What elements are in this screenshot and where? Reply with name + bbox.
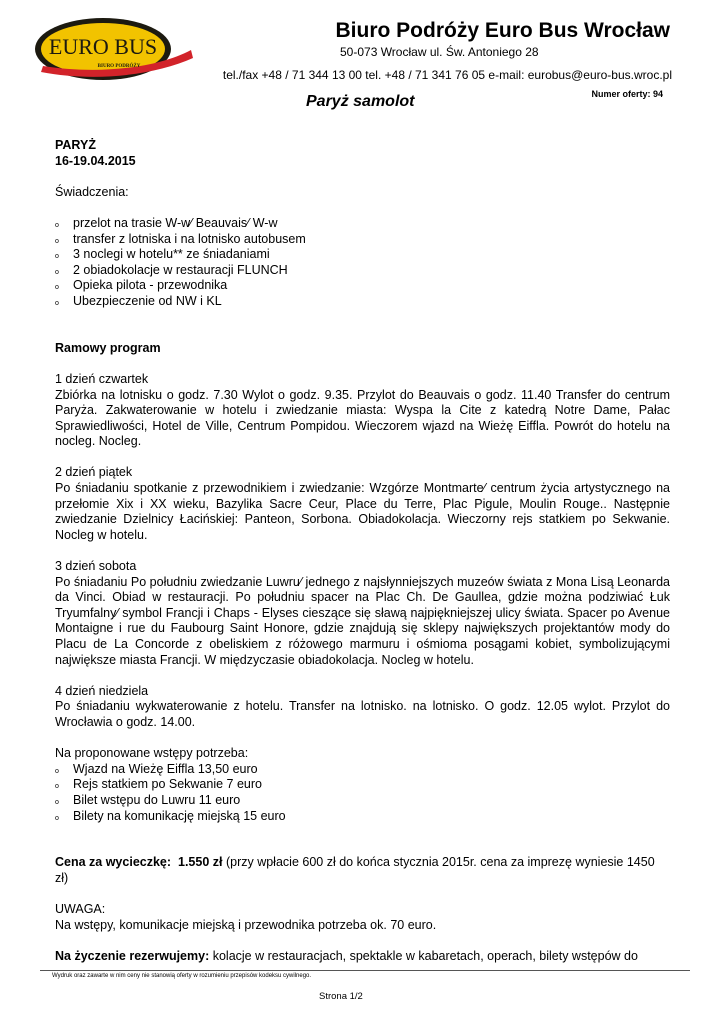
company-contact: tel./fax +48 / 71 344 13 00 tel. +48 / 71 341 76 05 e-mail: eurobus@euro-bus.wroc.pl [222, 68, 672, 82]
notice-heading: UWAGA: [55, 902, 106, 917]
notice-text: Na wstępy, komunikacje miejską i przewodnika potrzeba ok. 70 euro. [55, 917, 437, 932]
offer-number: Numer oferty: 94 [591, 89, 663, 99]
list-item: o Rejs statkiem po Sekwanie 7 euro [55, 777, 670, 793]
list-item: o 2 obiadokolacje w restauracji FLUNCH [55, 263, 670, 279]
euro-bus-logo [33, 14, 195, 88]
tickets-list [55, 762, 670, 824]
page-number: Strona 1/2 [319, 991, 363, 1002]
day-description: Po śniadaniu Po południu zwiedzanie Luwru⁄ jednego z najsłynniejszych muzeów świata z Mona Lisą Leonarda da Vinci. Obiad w restauracji. Po południu spacer na Plac Ch. De Gaullea, gdzie można podziwiać Łuk Tryumfalny⁄ symbol Francji i Chaps - Elyses cieszące się sławą najpiękniejszej ulicy świata. Spacer po Avenue Montaigne i rue du Faubourg Saint Honore, gdzie znajdują się sklepy największych projektantów mody do Placu de La Concorde z obeliskiem z różowego marmuru i ośmioma posągami kobiet, symbolizującymi największe miasta Francji. W międzyczasie obiadokolacja. Nocleg w hotelu. [55, 574, 670, 667]
tickets-heading: Na proponowane wstępy potrzeba: [55, 746, 249, 761]
logo-text: EURO BUS [48, 34, 158, 59]
company-name: Biuro Podróży Euro Bus Wrocław [335, 19, 670, 42]
day-title: 1 dzień czwartek [55, 371, 149, 386]
services-heading: Świadczenia: [55, 184, 129, 199]
day-description: Po śniadaniu wykwaterowanie z hotelu. Transfer na lotnisko. na lotnisko. O godz. 12.05 wylot. Przylot do Wrocławia o godz. 14.00. [55, 699, 670, 729]
trip-dates: 16-19.04.2015 [55, 153, 136, 168]
list-item: o Wjazd na Wieżę Eiffla 13,50 euro [55, 762, 670, 778]
price-label: Cena za wycieczkę: [55, 855, 172, 870]
footer-disclaimer: Wydruk oraz zawarte w nim ceny nie stanowią oferty w rozumieniu przepisów kodeksu cywilnego. [52, 973, 312, 979]
on-request-label: Na życzenie rezerwujemy: [55, 948, 210, 963]
day-title: 3 dzień sobota [55, 559, 137, 574]
list-item: o transfer z lotniska i na lotnisko autobusem [55, 232, 670, 248]
company-address: 50-073 Wrocław ul. Św. Antoniego 28 [340, 45, 539, 59]
price-line [55, 855, 670, 886]
day-description: Po śniadaniu spotkanie z przewodnikiem i zwiedzanie: Wzgórze Montmarte⁄ centrum życia artystycznego na przełomie Xix i XX wieku, Bazylika Sacre Ceur, Place du Terre, Plac Pigule, Moulin Rouge.. Następnie zwiedzanie Dzielnicy Łacińskiej: Panteon, Sorbona. Obiadokolacja. Wieczorny rejs statkiem po Sekwanie. Nocleg w hotelu. [55, 481, 670, 542]
list-item: o 3 noclegi w hotelu** ze śniadaniami [55, 247, 670, 263]
price-gap [171, 855, 178, 869]
price-value: 1.550 zł [178, 855, 223, 870]
trip-destination: PARYŻ [55, 138, 96, 152]
day-title: 2 dzień piątek [55, 465, 133, 480]
on-request-text: kolacje w restauracjach, spektakle w kabaretach, operach, bilety wstępów do [209, 948, 638, 963]
on-request-line [55, 949, 670, 965]
day-title: 4 dzień niedziela [55, 683, 149, 698]
program-heading: Ramowy program [55, 340, 161, 355]
list-item: o przelot na trasie W-w⁄ Beauvais⁄ W-w [55, 216, 670, 232]
day-description: Zbiórka na lotnisku o godz. 7.30 Wylot o godz. 9.35. Przylot do Beauvais o godz. 11.40 Transfer do centrum Paryża. Zakwaterowanie w hotelu i zwiedzanie miasta: Wyspa la Cite z katedrą Notre Dame, Pałac Sprawiedliwości, Hotel de Ville, Centrum Pompidou. Wieczorem wjazd na Wieżę Eiffla. Powrót do hotelu na nocleg. Nocleg. [55, 387, 670, 449]
list-item: o Bilety na komunikację miejską 15 euro [55, 809, 670, 825]
list-item: o Bilet wstępu do Luwru 11 euro [55, 793, 670, 809]
offer-content [55, 138, 670, 964]
page-title: Paryż samolot [306, 93, 415, 110]
list-item: o Ubezpieczenie od NW i KL [55, 294, 670, 310]
list-item: o Opieka pilota - przewodnika [55, 278, 670, 294]
footer-divider [40, 970, 690, 971]
logo-subtext: BIURO PODRÓŻY [97, 64, 141, 69]
price-note: (przy wpłacie 600 zł do końca stycznia 2015r. cena za imprezę wyniesie 1450 zł) [55, 855, 655, 885]
services-list [55, 216, 670, 310]
